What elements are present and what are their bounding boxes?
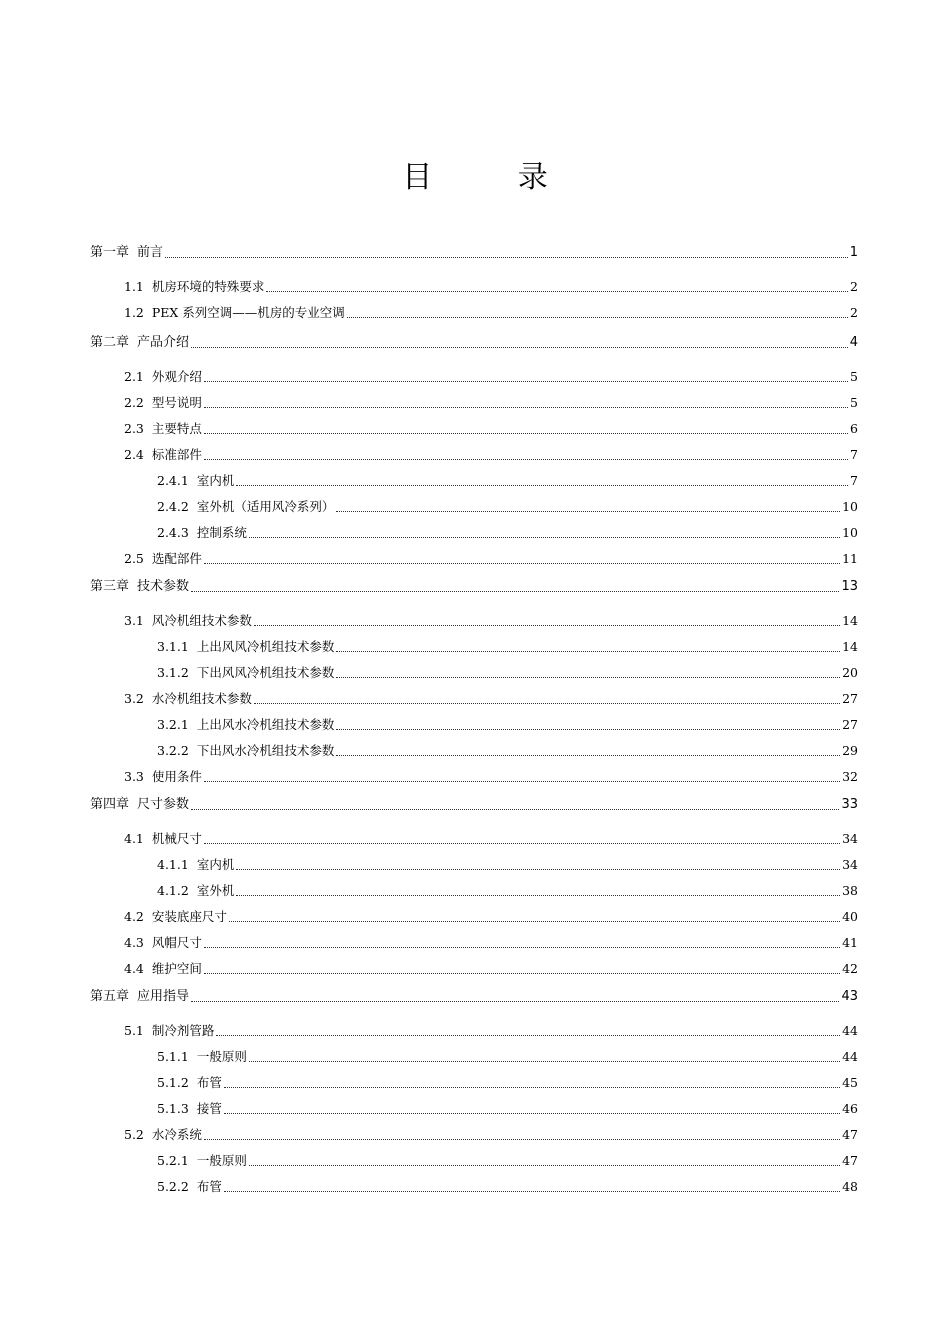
toc-dot-leader — [204, 842, 840, 844]
toc-dot-leader — [204, 432, 848, 434]
toc-entry[interactable] — [124, 934, 858, 952]
toc-dot-leader — [204, 1138, 840, 1140]
toc-entry-label: 技术参数 — [137, 579, 190, 594]
toc-entry-number: 5.1 — [124, 1023, 144, 1038]
toc-entry-page: 43 — [841, 989, 858, 1004]
toc-entry[interactable] — [124, 550, 858, 568]
toc-entry[interactable] — [90, 578, 858, 596]
toc-entry[interactable] — [157, 1178, 858, 1196]
toc-entry-number: 4.2 — [124, 909, 144, 924]
toc-entry-number: 3.2.1 — [157, 717, 189, 732]
toc-entry-number: 2.1 — [124, 369, 144, 384]
toc-entry-page: 29 — [842, 743, 858, 758]
toc-entry-label: 安装底座尺寸 — [151, 909, 227, 924]
toc-entry[interactable] — [157, 742, 858, 760]
toc-entry-page: 42 — [842, 961, 858, 976]
toc-dot-leader — [254, 702, 840, 704]
toc-entry-page: 45 — [842, 1075, 858, 1090]
toc-entry[interactable] — [124, 830, 858, 848]
toc-entry-page: 44 — [842, 1049, 858, 1064]
toc-dot-leader — [216, 1034, 840, 1036]
toc-entry-page: 7 — [850, 447, 858, 462]
toc-dot-leader — [204, 406, 848, 408]
toc-dot-leader — [204, 972, 840, 974]
toc-entry-number: 3.1.1 — [157, 639, 189, 654]
toc-entry-page: 33 — [841, 797, 858, 812]
toc-entry-number: 5.1.3 — [157, 1101, 189, 1116]
toc-entry-number: 5.2.2 — [157, 1179, 189, 1194]
toc-entry-label: 接管 — [196, 1101, 222, 1116]
toc-entry-number: 4.1 — [124, 831, 144, 846]
toc-entry-label: 室内机 — [196, 473, 235, 488]
toc-entry[interactable] — [124, 368, 858, 386]
toc-entry-number: 3.2.2 — [157, 743, 189, 758]
toc-entry-number: 4.4 — [124, 961, 144, 976]
toc-entry-page: 10 — [842, 499, 858, 514]
toc-entry-label: 选配部件 — [151, 551, 202, 566]
toc-entry-label: 主要特点 — [151, 421, 202, 436]
toc-entry[interactable] — [90, 988, 858, 1006]
toc-entry-page: 6 — [850, 421, 858, 436]
toc-entry-page: 7 — [850, 473, 858, 488]
toc-entry-label: PEX 系列空调——机房的专业空调 — [151, 305, 345, 320]
toc-entry-label: 标准部件 — [151, 447, 202, 462]
toc-entry[interactable] — [157, 1074, 858, 1092]
toc-entry[interactable] — [124, 612, 858, 630]
toc-entry-number: 第四章 — [90, 797, 130, 812]
toc-entry-number: 2.5 — [124, 551, 144, 566]
toc-dot-leader — [204, 562, 840, 564]
toc-entry-number: 2.4.1 — [157, 473, 189, 488]
toc-entry[interactable] — [124, 278, 858, 296]
toc-entry-page: 10 — [842, 525, 858, 540]
toc-entry-page: 14 — [842, 613, 858, 628]
toc-entry-label: 水冷机组技术参数 — [151, 691, 252, 706]
toc-entry[interactable] — [157, 1048, 858, 1066]
toc-entry[interactable] — [124, 420, 858, 438]
toc-entry-number: 5.2.1 — [157, 1153, 189, 1168]
toc-entry-page: 32 — [842, 769, 858, 784]
toc-entry-page: 34 — [842, 857, 858, 872]
toc-entry-label: 应用指导 — [137, 989, 190, 1004]
toc-entry-label: 尺寸参数 — [137, 797, 190, 812]
toc-entry-label: 上出风风冷机组技术参数 — [196, 639, 335, 654]
toc-entry-page: 2 — [850, 279, 858, 294]
toc-entry-number: 4.3 — [124, 935, 144, 950]
toc-entry[interactable] — [157, 472, 858, 490]
toc-dot-leader — [249, 1060, 840, 1062]
toc-entry-page: 4 — [849, 335, 858, 350]
toc-entry-label: 外观介绍 — [151, 369, 202, 384]
toc-entry-page: 48 — [842, 1179, 858, 1194]
toc-entry-page: 27 — [842, 717, 858, 732]
toc-dot-leader — [336, 650, 840, 652]
toc-entry-number: 3.2 — [124, 691, 144, 706]
toc-entry-number: 第二章 — [90, 335, 130, 350]
toc-dot-leader — [224, 1190, 840, 1192]
toc-entry[interactable] — [124, 446, 858, 464]
toc-dot-leader — [204, 458, 848, 460]
toc-entry-page: 2 — [850, 305, 858, 320]
toc-entry-number: 2.3 — [124, 421, 144, 436]
toc-entry-label: 控制系统 — [196, 525, 247, 540]
toc-entry[interactable] — [124, 908, 858, 926]
toc-entry-label: 室外机 — [196, 883, 235, 898]
toc-entry-label: 布管 — [196, 1075, 222, 1090]
toc-entry[interactable] — [124, 1022, 858, 1040]
toc-entry-number: 2.2 — [124, 395, 144, 410]
toc-entry-label: 使用条件 — [151, 769, 202, 784]
toc-entry-label: 布管 — [196, 1179, 222, 1194]
toc-entry[interactable] — [90, 244, 858, 262]
toc-entry-number: 5.1.1 — [157, 1049, 189, 1064]
toc-entry-page: 38 — [842, 883, 858, 898]
toc-entry[interactable] — [157, 856, 858, 874]
toc-dot-leader — [224, 1112, 840, 1114]
toc-dot-leader — [336, 728, 840, 730]
toc-dot-leader — [204, 380, 848, 382]
toc-entry[interactable] — [124, 394, 858, 412]
toc-dot-leader — [336, 754, 840, 756]
toc-entry-number: 5.2 — [124, 1127, 144, 1142]
toc-entry-number: 3.1 — [124, 613, 144, 628]
toc-entry-page: 41 — [842, 935, 858, 950]
toc-dot-leader — [236, 894, 840, 896]
toc-entry-label: 室内机 — [196, 857, 235, 872]
toc-entry-label: 机房环境的特殊要求 — [151, 279, 265, 294]
toc-entry-page: 5 — [850, 369, 858, 384]
toc-entry-label: 下出风水冷机组技术参数 — [196, 743, 335, 758]
toc-dot-leader — [266, 290, 848, 292]
toc-entry[interactable] — [124, 768, 858, 786]
toc-entry[interactable] — [157, 524, 858, 542]
toc-dot-leader — [191, 590, 839, 592]
toc-entry-label: 风冷机组技术参数 — [151, 613, 252, 628]
toc-dot-leader — [191, 346, 848, 348]
toc-dot-leader — [165, 256, 848, 258]
toc-entry-number: 4.1.2 — [157, 883, 189, 898]
toc-entry-page: 1 — [849, 245, 858, 260]
toc-entry-page: 14 — [842, 639, 858, 654]
toc-entry[interactable] — [157, 1152, 858, 1170]
toc-entry-number: 1.2 — [124, 305, 144, 320]
toc-dot-leader — [336, 676, 840, 678]
toc-entry-label: 产品介绍 — [137, 335, 190, 350]
toc-entry-number: 5.1.2 — [157, 1075, 189, 1090]
toc-entry-page: 44 — [842, 1023, 858, 1038]
toc-entry-page: 20 — [842, 665, 858, 680]
toc-entry[interactable] — [124, 1126, 858, 1144]
toc-entry-label: 前言 — [137, 245, 164, 260]
toc-dot-leader — [224, 1086, 840, 1088]
toc-dot-leader — [336, 510, 840, 512]
toc-entry-label: 上出风水冷机组技术参数 — [196, 717, 335, 732]
toc-entry-label: 制冷剂管路 — [151, 1023, 215, 1038]
toc-dot-leader — [204, 946, 840, 948]
toc-entry[interactable] — [124, 304, 858, 322]
toc-dot-leader — [204, 780, 840, 782]
toc-entry[interactable] — [90, 796, 858, 814]
toc-dot-leader — [249, 536, 840, 538]
toc-entry-label: 一般原则 — [196, 1153, 247, 1168]
toc-entry-page: 47 — [842, 1153, 858, 1168]
toc-entry-number: 第一章 — [90, 245, 130, 260]
toc-entry-number: 1.1 — [124, 279, 144, 294]
toc-entry-label: 型号说明 — [151, 395, 202, 410]
toc-entry-number: 2.4.3 — [157, 525, 189, 540]
toc-entry[interactable] — [124, 960, 858, 978]
toc-entry-label: 维护空间 — [151, 961, 202, 976]
toc-dot-leader — [191, 808, 839, 810]
toc-entry[interactable] — [90, 334, 858, 352]
toc-entry[interactable] — [157, 638, 858, 656]
toc-entry[interactable] — [157, 498, 858, 516]
toc-dot-leader — [249, 1164, 840, 1166]
toc-dot-leader — [236, 868, 840, 870]
toc-entry[interactable] — [157, 716, 858, 734]
toc-entry-page: 40 — [842, 909, 858, 924]
toc-entry-number: 3.3 — [124, 769, 144, 784]
toc-dot-leader — [254, 624, 840, 626]
toc-entry-number: 第三章 — [90, 579, 130, 594]
toc-title: 目 录 — [402, 160, 586, 195]
toc-entry-number: 2.4 — [124, 447, 144, 462]
toc-entry-page: 11 — [842, 551, 858, 566]
toc-dot-leader — [347, 316, 848, 318]
toc-entry-label: 下出风风冷机组技术参数 — [196, 665, 335, 680]
toc-entry-number: 4.1.1 — [157, 857, 189, 872]
toc-entry-label: 室外机（适用风冷系列） — [196, 499, 335, 514]
toc-entry-page: 13 — [841, 579, 858, 594]
toc-entry-page: 46 — [842, 1101, 858, 1116]
toc-entry-number: 第五章 — [90, 989, 130, 1004]
toc-dot-leader — [191, 1000, 839, 1002]
toc-entry-label: 风帽尺寸 — [151, 935, 202, 950]
toc-dot-leader — [229, 920, 840, 922]
toc-entry-number: 3.1.2 — [157, 665, 189, 680]
toc-dot-leader — [236, 484, 848, 486]
toc-entry-label: 一般原则 — [196, 1049, 247, 1064]
toc-entry-label: 水冷系统 — [151, 1127, 202, 1142]
toc-entry[interactable] — [157, 664, 858, 682]
toc-entry-number: 2.4.2 — [157, 499, 189, 514]
toc-entry-page: 34 — [842, 831, 858, 846]
toc-entry[interactable] — [157, 882, 858, 900]
toc-entry[interactable] — [157, 1100, 858, 1118]
toc-entry-page: 47 — [842, 1127, 858, 1142]
toc-entry-page: 27 — [842, 691, 858, 706]
toc-entry-page: 5 — [850, 395, 858, 410]
toc-entry-label: 机械尺寸 — [151, 831, 202, 846]
toc-entry[interactable] — [124, 690, 858, 708]
